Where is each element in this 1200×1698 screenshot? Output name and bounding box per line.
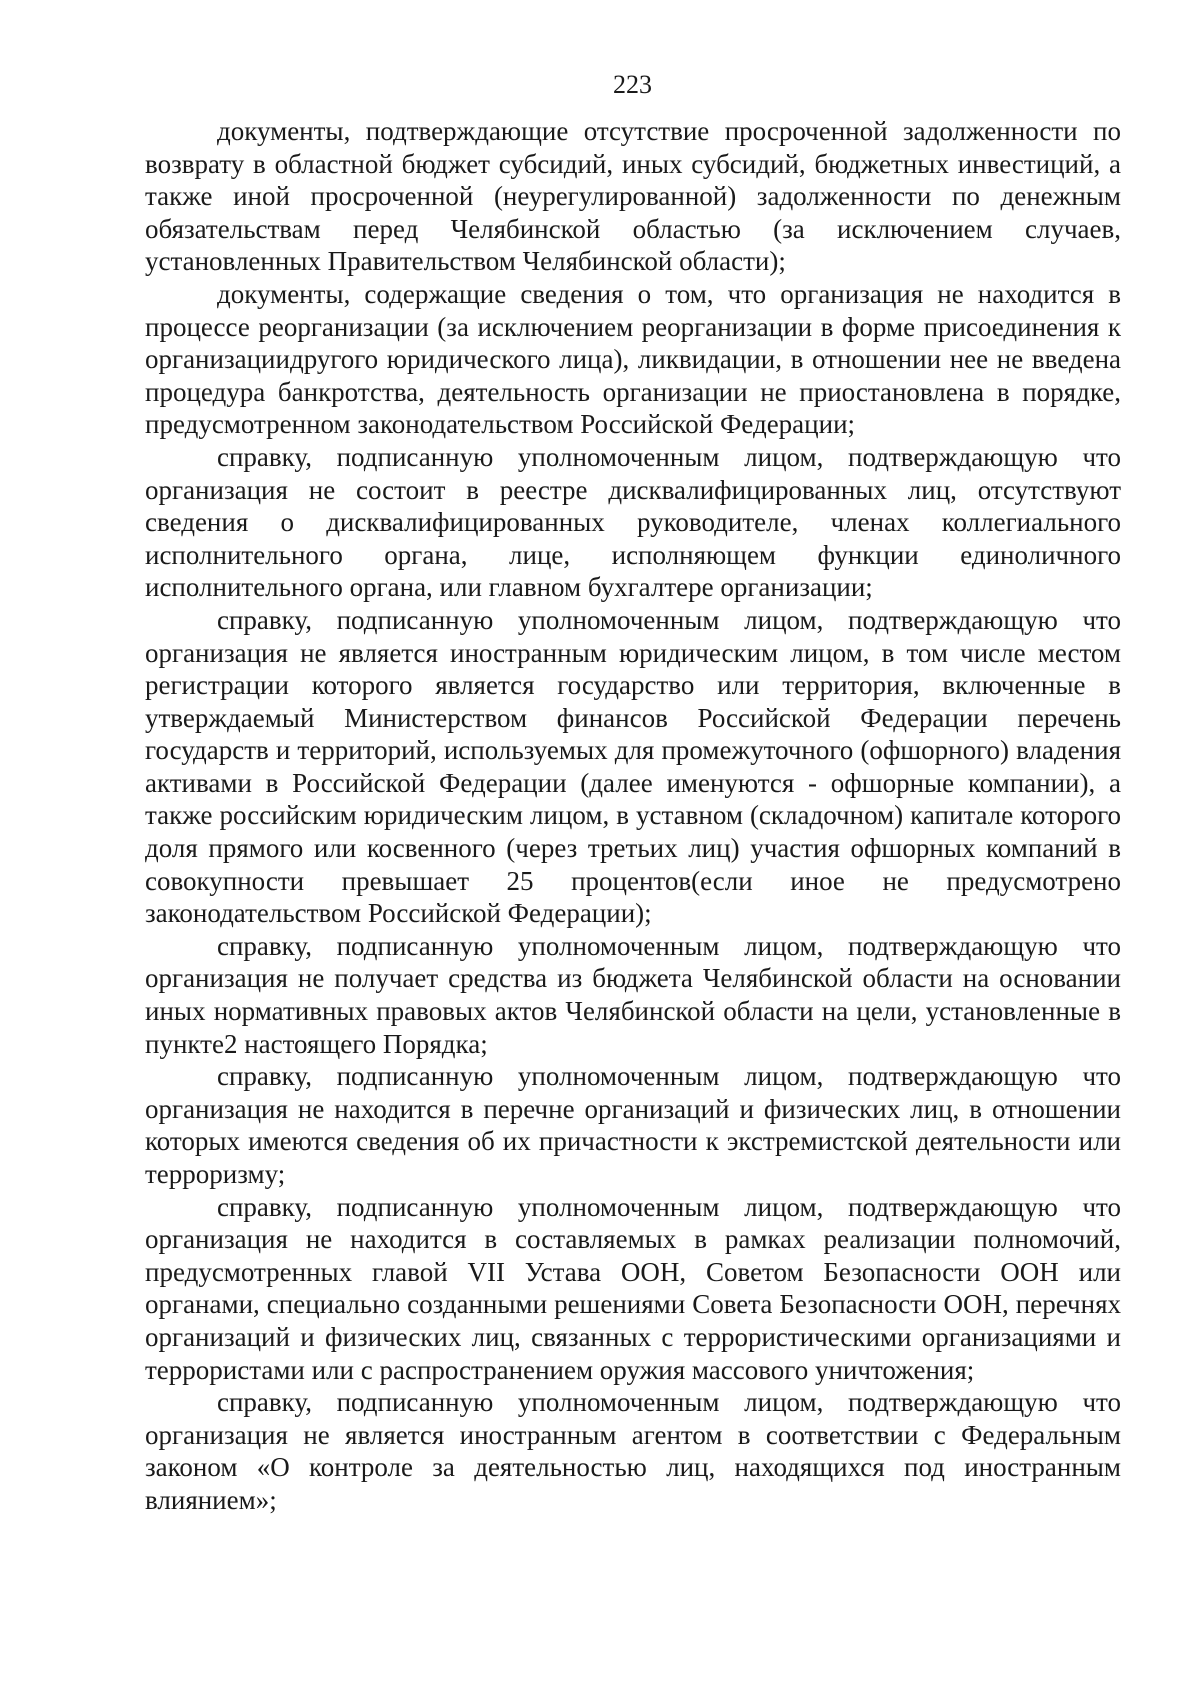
paragraph-un-sanctions-certificate: справку, подписанную уполномоченным лицом, подтверждающую что организация не находится в составляемых в рамках реализации полномочий, предусмотренных главой VII Устава ООН, Советом Безопасности ООН или органами, специально созданными решениями Совета Безопасности ООН, перечнях организаций и физических лиц, связанных с террористическими организациями и террористами или с распространением оружия массового уничтожения; <box>145 1191 1121 1385</box>
paragraph-budget-funds-certificate: справку, подписанную уполномоченным лицом, подтверждающую что организация не получает средства из бюджета Челябинской области на основании иных нормативных правовых актов Челябинской области на цели, установленные в пункте2 настоящего Порядка; <box>145 930 1121 1059</box>
paragraph-reorganization-documents: документы, содержащие сведения о том, что организация не находится в процессе реорганизации (за исключением реорганизации в форме присоединения к организациидругого юридического лица), ликвидации, в отношении нее не введена процедура банкротства, деятельность организации не приостановлена в порядке, предусмотренном законодательством Российской Федерации; <box>145 278 1121 440</box>
document-body <box>145 115 1121 1517</box>
paragraph-foreign-entity-certificate: справку, подписанную уполномоченным лицом, подтверждающую что организация не является иностранным юридическим лицом, в том числе местом регистрации которого является государство или территория, включенные в утверждаемый Министерством финансов Российской Федерации перечень государств и территорий, используемых для промежуточного (офшорного) владения активами в Российской Федерации (далее именуются - офшорные компании), а также российским юридическим лицом, в уставном (складочном) капитале которого доля прямого или косвенного (через третьих лиц) участия офшорных компаний в совокупности превышает 25 процентов(если иное не предусмотрено законодательством Российской Федерации); <box>145 604 1121 929</box>
paragraph-extremism-list-certificate: справку, подписанную уполномоченным лицом, подтверждающую что организация не находится в перечне организаций и физических лиц, в отношении которых имеются сведения об их причастности к экстремистской деятельности или терроризму; <box>145 1061 1121 1189</box>
paragraph-debt-documents: документы, подтверждающие отсутствие просроченной задолженности по возврату в областной бюджет субсидий, иных субсидий, бюджетных инвестиций, а также иной просроченной (неурегулированной) задолженности по денежным обязательствам перед Челябинской областью (за исключением случаев, установленных Правительством Челябинской области); <box>145 116 1121 277</box>
paragraph-disqualified-persons-certificate: справку, подписанную уполномоченным лицом, подтверждающую что организация не состоит в реестре дисквалифицированных лиц, отсутствуют сведения о дисквалифицированных руководителе, членах коллегиального исполнительного органа, лице, исполняющем функции единоличного исполнительного органа, или главном бухгалтере организации; <box>145 441 1121 603</box>
paragraph-foreign-agent-certificate: справку, подписанную уполномоченным лицом, подтверждающую что организация не является иностранным агентом в соответствии с Федеральным законом «О контроле за деятельностью лиц, находящихся под иностранным влиянием»; <box>145 1387 1121 1515</box>
page-number: 223 <box>613 70 652 99</box>
